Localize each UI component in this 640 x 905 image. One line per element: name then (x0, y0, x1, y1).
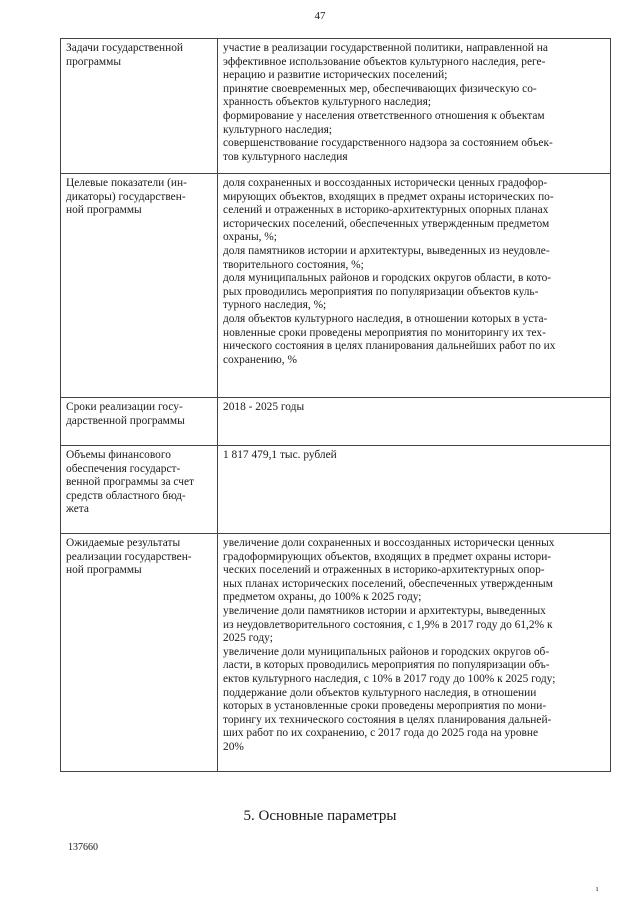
value-line: увеличение доли памятников истории и архитектуры, выведенных (223, 604, 546, 617)
value-line: предметом охраны, до 100% к 2025 году; (223, 591, 422, 604)
label-line: жета (66, 503, 89, 516)
row-label-results (61, 534, 218, 772)
value-line: эффективное использование объектов культурного наследия, реге- (223, 55, 546, 68)
label-line: дарственной программы (66, 414, 185, 427)
corner-mark: ı (596, 884, 599, 893)
value-line: хранность объектов культурного наследия; (223, 96, 432, 109)
value-line: нерацию и развитие исторических поселений; (223, 69, 448, 82)
value-line: 2025 году; (223, 632, 273, 645)
row-label-tasks (61, 39, 218, 174)
row-value-funding (218, 446, 611, 534)
label-line: средств областного бюд- (66, 489, 186, 502)
program-passport-table (60, 38, 611, 772)
value-line: доля памятников истории и архитектуры, выведенных из неудовле- (223, 244, 550, 257)
label-line: ной программы (66, 564, 142, 577)
label-line: Ожидаемые результаты (66, 537, 181, 549)
value-line: которых в установленные сроки проведены мероприятия по мони- (223, 700, 547, 713)
label-line: Целевые показатели (ин- (66, 177, 187, 189)
table-row-indicators (61, 174, 611, 398)
row-value-tasks (218, 39, 611, 174)
row-label-funding (61, 446, 218, 534)
value-line: градоформирующих объектов, входящих в предмет охраны истори- (223, 550, 552, 563)
section-title: 5. Основные параметры (243, 808, 397, 824)
value-line: творительного состояния, %; (223, 258, 364, 271)
value-line: формирование у населения ответственного отношения к объектам (223, 109, 545, 122)
row-value-results (218, 534, 611, 772)
value-line: селений и отраженных в историко-архитектурных опорных планах (223, 204, 549, 217)
value-line: турного наследия, %; (223, 299, 327, 312)
table-row-funding (61, 446, 611, 534)
label-line: реализации государствен- (66, 550, 192, 563)
label-line: обеспечения государст- (66, 462, 181, 475)
value-line: ческих поселений и отраженных в историко-архитектурных опор- (223, 564, 545, 577)
value-line: принятие своевременных мер, обеспечивающих физическую со- (223, 82, 537, 95)
label-line: венной программы за счет (66, 476, 195, 489)
table-row-results (61, 534, 611, 772)
value-line: поддержание доли объектов культурного наследия, в отношении (223, 686, 537, 699)
value-line: новленные сроки проведены мероприятия по мониторингу их тех- (223, 326, 546, 339)
label-line: Задачи государственной (66, 42, 184, 54)
label-line: ной программы (66, 204, 142, 217)
value-line: ектов культурного наследия, с 10% в 2017 году до 100% к 2025 году; (223, 672, 556, 685)
value-line: доля сохраненных и воссозданных исторически ценных градофор- (223, 177, 548, 189)
row-label-timeline (61, 398, 218, 446)
value-line: исторических поселений, обеспеченных утвержденным предметом (223, 217, 550, 230)
value-line: увеличение доли сохраненных и воссозданных исторически ценных (223, 537, 555, 549)
table-row-tasks (61, 39, 611, 174)
label-line: дикаторы) государствен- (66, 190, 186, 203)
value-line: участие в реализации государственной политики, направленной на (223, 42, 548, 54)
value-line: сохранению, % (223, 353, 297, 366)
value-line: 20% (223, 740, 244, 753)
row-value-indicators (218, 174, 611, 398)
row-value-timeline (218, 398, 611, 446)
value-line: 2018 - 2025 годы (223, 401, 305, 413)
footer-document-code: 137660 (68, 842, 98, 853)
value-line: охраны, %; (223, 231, 277, 244)
page-number: 47 (314, 10, 326, 22)
value-line: из неудовлетворительного состояния, с 1,9% в 2017 году до 61,2% к (223, 618, 553, 631)
value-line: тов культурного наследия (223, 150, 348, 163)
value-line: мирующих объектов, входящих в предмет охраны исторических по- (223, 190, 554, 203)
value-line: культурного наследия; (223, 123, 333, 136)
value-line: торингу их технического состояния в целях планирования дальней- (223, 713, 552, 726)
label-line: программы (66, 55, 121, 68)
row-label-indicators (61, 174, 218, 398)
value-line: совершенствование государственного надзора за состоянием объек- (223, 137, 553, 150)
value-line: ласти, в которых проводились мероприятия по популяризации объ- (223, 659, 550, 672)
value-line: ших работ по их сохранению, с 2017 года до 2025 года на уровне (223, 727, 539, 740)
value-line: увеличение доли муниципальных районов и городских округов об- (223, 645, 550, 658)
value-line: доля объектов культурного наследия, в отношении которых в уста- (223, 312, 548, 325)
value-line: нического состояния в целях планирования дальнейших работ по их (223, 340, 556, 353)
label-line: Сроки реализации госу- (66, 401, 183, 413)
value-line: 1 817 479,1 тыс. рублей (223, 449, 337, 461)
value-line: доля муниципальных районов и городских округов области, в кото- (223, 272, 552, 285)
value-line: рых проводились мероприятия по популяризации объектов куль- (223, 285, 539, 298)
table-row-timeline (61, 398, 611, 446)
label-line: Объемы финансового (66, 449, 171, 461)
value-line: ных планах исторических поселений, обеспеченных утвержденным (223, 577, 553, 590)
